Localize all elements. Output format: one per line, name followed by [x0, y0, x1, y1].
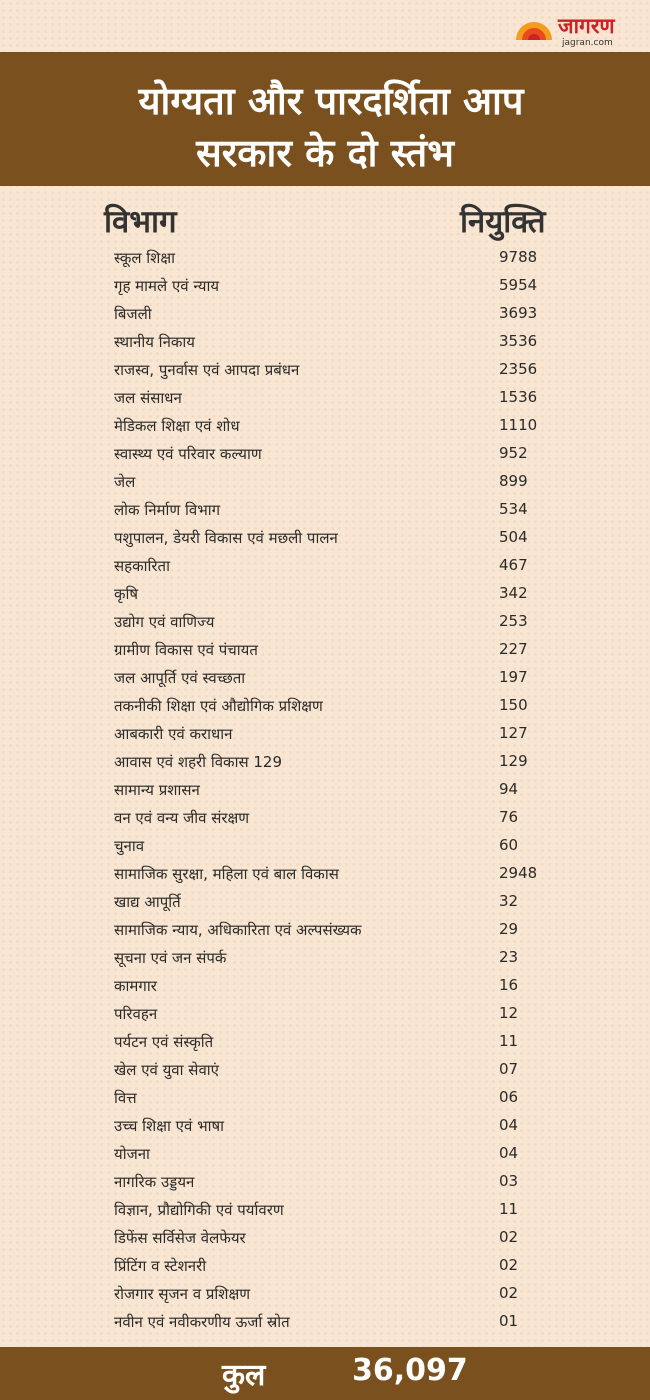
table-row	[0, 1084, 650, 1112]
department-name: सामान्य प्रशासन	[114, 781, 200, 799]
appointment-count: 12	[499, 1004, 519, 1022]
department-name: वित्त	[114, 1089, 137, 1107]
appointment-count: 534	[499, 500, 528, 518]
department-name: खेल एवं युवा सेवाएं	[114, 1061, 219, 1079]
appointment-count: 94	[499, 780, 519, 798]
table-row	[0, 1308, 650, 1336]
department-name: ग्रामीण विकास एवं पंचायत	[114, 641, 258, 659]
table-row	[0, 300, 650, 328]
logo-url: jagran.com	[562, 38, 613, 48]
department-name: विज्ञान, प्रौद्योगिकी एवं पर्यावरण	[114, 1201, 284, 1219]
department-name: जल आपूर्ति एवं स्वच्छता	[114, 669, 246, 687]
table-row	[0, 1224, 650, 1252]
appointment-count: 150	[499, 696, 528, 714]
jagran-logo	[514, 12, 634, 48]
appointment-count: 16	[499, 976, 519, 994]
department-name: जेल	[114, 473, 136, 491]
appointment-count: 342	[499, 584, 528, 602]
department-name: राजस्व, पुनर्वास एवं आपदा प्रबंधन	[114, 361, 300, 379]
appointment-count: 3693	[499, 304, 538, 322]
appointment-count: 02	[499, 1284, 519, 1302]
table-row	[0, 1252, 650, 1280]
total-label: कुल	[222, 1358, 266, 1393]
appointment-count: 06	[499, 1088, 519, 1106]
department-name: स्वास्थ्य एवं परिवार कल्याण	[114, 445, 262, 463]
appointment-count: 11	[499, 1032, 519, 1050]
appointment-count: 2356	[499, 360, 538, 378]
department-list	[0, 244, 650, 1336]
appointment-count: 197	[499, 668, 528, 686]
table-row	[0, 860, 650, 888]
table-row	[0, 692, 650, 720]
appointment-count: 9788	[499, 248, 538, 266]
department-name: आबकारी एवं कराधान	[114, 725, 233, 743]
department-name: पशुपालन, डेयरी विकास एवं मछली पालन	[114, 529, 338, 547]
department-name: रोजगार सृजन व प्रशिक्षण	[114, 1285, 251, 1303]
table-row	[0, 1140, 650, 1168]
department-name: चुनाव	[114, 837, 145, 855]
department-name: प्रिंटिंग व स्टेशनरी	[114, 1257, 207, 1275]
appointment-count: 03	[499, 1172, 519, 1190]
appointment-count: 60	[499, 836, 519, 854]
appointment-count: 01	[499, 1312, 519, 1330]
table-row	[0, 356, 650, 384]
department-name: गृह मामले एवं न्याय	[114, 277, 220, 295]
appointment-count: 11	[499, 1200, 519, 1218]
total-banner	[0, 1347, 650, 1400]
department-name: स्कूल शिक्षा	[114, 249, 176, 267]
table-row	[0, 1196, 650, 1224]
department-name: वन एवं वन्य जीव संरक्षण	[114, 809, 250, 827]
appointment-count: 1110	[499, 416, 538, 434]
table-row	[0, 1280, 650, 1308]
table-row	[0, 328, 650, 356]
table-row	[0, 804, 650, 832]
department-name: नागरिक उड्डयन	[114, 1173, 195, 1191]
department-name: उच्च शिक्षा एवं भाषा	[114, 1117, 225, 1135]
appointment-count: 127	[499, 724, 528, 742]
table-row	[0, 888, 650, 916]
department-name: खाद्य आपूर्ति	[114, 893, 181, 911]
appointment-count: 32	[499, 892, 519, 910]
department-name: स्थानीय निकाय	[114, 333, 195, 351]
department-column-header: विभाग	[104, 204, 177, 240]
logo-name: जागरण	[558, 14, 615, 38]
table-row	[0, 972, 650, 1000]
department-name: योजना	[114, 1145, 150, 1163]
table-row	[0, 748, 650, 776]
department-name: सहकारिता	[114, 557, 170, 575]
table-row	[0, 832, 650, 860]
appointment-count: 5954	[499, 276, 538, 294]
appointment-count: 02	[499, 1228, 519, 1246]
appointment-count: 04	[499, 1116, 519, 1134]
table-row	[0, 944, 650, 972]
appointments-column-header: नियुक्ति	[460, 204, 546, 240]
department-name: तकनीकी शिक्षा एवं औद्योगिक प्रशिक्षण	[114, 697, 323, 715]
table-row	[0, 608, 650, 636]
table-row	[0, 916, 650, 944]
table-row	[0, 1168, 650, 1196]
table-row	[0, 1028, 650, 1056]
department-name: लोक निर्माण विभाग	[114, 501, 221, 519]
sun-logo-icon	[514, 16, 554, 42]
table-row	[0, 496, 650, 524]
department-name: सामाजिक न्याय, अधिकारिता एवं अल्पसंख्यक	[114, 921, 362, 939]
department-name: नवीन एवं नवीकरणीय ऊर्जा स्रोत	[114, 1313, 290, 1331]
department-name: कृषि	[114, 585, 139, 603]
appointment-count: 3536	[499, 332, 538, 350]
title-line-1: योग्यता और पारदर्शिता आप	[138, 79, 524, 123]
table-row	[0, 468, 650, 496]
title-line-2: सरकार के दो स्तंभ	[196, 131, 454, 175]
department-name: बिजली	[114, 305, 152, 323]
table-row	[0, 636, 650, 664]
department-name: सूचना एवं जन संपर्क	[114, 949, 227, 967]
appointment-count: 129	[499, 752, 528, 770]
total-value: 36,097	[352, 1353, 468, 1388]
department-name: उद्योग एवं वाणिज्य	[114, 613, 215, 631]
table-row	[0, 776, 650, 804]
table-row	[0, 720, 650, 748]
department-name: सामाजिक सुरक्षा, महिला एवं बाल विकास	[114, 865, 339, 883]
table-row	[0, 580, 650, 608]
appointment-count: 2948	[499, 864, 538, 882]
table-row	[0, 244, 650, 272]
appointment-count: 952	[499, 444, 528, 462]
department-name: आवास एवं शहरी विकास 129	[114, 753, 282, 771]
table-row	[0, 412, 650, 440]
appointment-count: 23	[499, 948, 519, 966]
appointment-count: 1536	[499, 388, 538, 406]
title-banner	[0, 52, 650, 186]
table-row	[0, 272, 650, 300]
department-name: डिफेंस सर्विसेज वेलफेयर	[114, 1229, 246, 1247]
appointment-count: 227	[499, 640, 528, 658]
table-row	[0, 664, 650, 692]
table-row	[0, 440, 650, 468]
table-row	[0, 384, 650, 412]
appointment-count: 76	[499, 808, 519, 826]
department-name: परिवहन	[114, 1005, 158, 1023]
department-name: कामगार	[114, 977, 157, 995]
appointment-count: 02	[499, 1256, 519, 1274]
appointment-count: 899	[499, 472, 528, 490]
appointment-count: 504	[499, 528, 528, 546]
table-row	[0, 552, 650, 580]
appointment-count: 29	[499, 920, 519, 938]
appointment-count: 253	[499, 612, 528, 630]
table-row	[0, 1056, 650, 1084]
department-name: मेडिकल शिक्षा एवं शोध	[114, 417, 240, 435]
department-name: पर्यटन एवं संस्कृति	[114, 1033, 214, 1051]
department-name: जल संसाधन	[114, 389, 182, 407]
appointment-count: 467	[499, 556, 528, 574]
appointment-count: 07	[499, 1060, 519, 1078]
table-row	[0, 524, 650, 552]
appointment-count: 04	[499, 1144, 519, 1162]
table-row	[0, 1000, 650, 1028]
table-row	[0, 1112, 650, 1140]
